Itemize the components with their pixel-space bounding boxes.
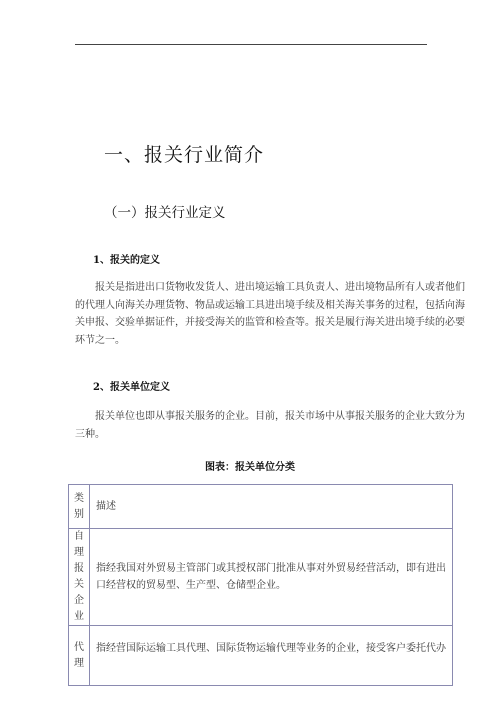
classification-table (68, 484, 453, 686)
row-description: 指经营国际运输工具代理、国际货物运输代理等业务的企业，接受客户委托代办 (90, 626, 453, 686)
paragraph-line: 报关单位也即从事报关服务的企业。目前，报关市场中从事报关服务的企业大致分为 (95, 411, 465, 422)
table-row (69, 529, 453, 626)
section-2-paragraph (75, 408, 465, 443)
paragraph-line: 报关是指进出口货物收发货人、进出境运输工具负责人、进出境物品所有人或者他们 (95, 282, 465, 293)
row-category: 代理 (69, 626, 90, 686)
paragraph-line: 环节之一。 (75, 334, 125, 346)
table-caption: 图表：报关单位分类 (205, 462, 295, 473)
header-category: 类别 (69, 485, 90, 529)
header-description: 描述 (90, 485, 453, 529)
paragraph-line: 关申报、交验单据证件，并接受海关的监管和检查等。报关是履行海关进出境手续的必要 (75, 317, 465, 328)
section-1-paragraph (75, 279, 465, 349)
section-1-title: 1、报关的定义 (93, 255, 160, 266)
table-header-row (69, 485, 453, 529)
header-rule (75, 44, 427, 45)
heading-1: 一、报关行业简介 (104, 144, 265, 166)
paragraph-line: 三种。 (75, 428, 105, 440)
paragraph-line: 的代理人向海关办理货物、物品或运输工具进出境手续及相关海关事务的过程，包括向海 (75, 299, 465, 311)
section-2-title: 2、报关单位定义 (93, 382, 170, 393)
table-row (69, 626, 453, 686)
row-category: 自理报关企业 (69, 529, 90, 626)
row-description: 指经我国对外贸易主管部门或其授权部门批准从事对外贸易经营活动，即有进出口经营权的贸易型、生产型、仓储型企业。 (90, 529, 453, 626)
heading-2: （一）报关行业定义 (104, 205, 226, 221)
